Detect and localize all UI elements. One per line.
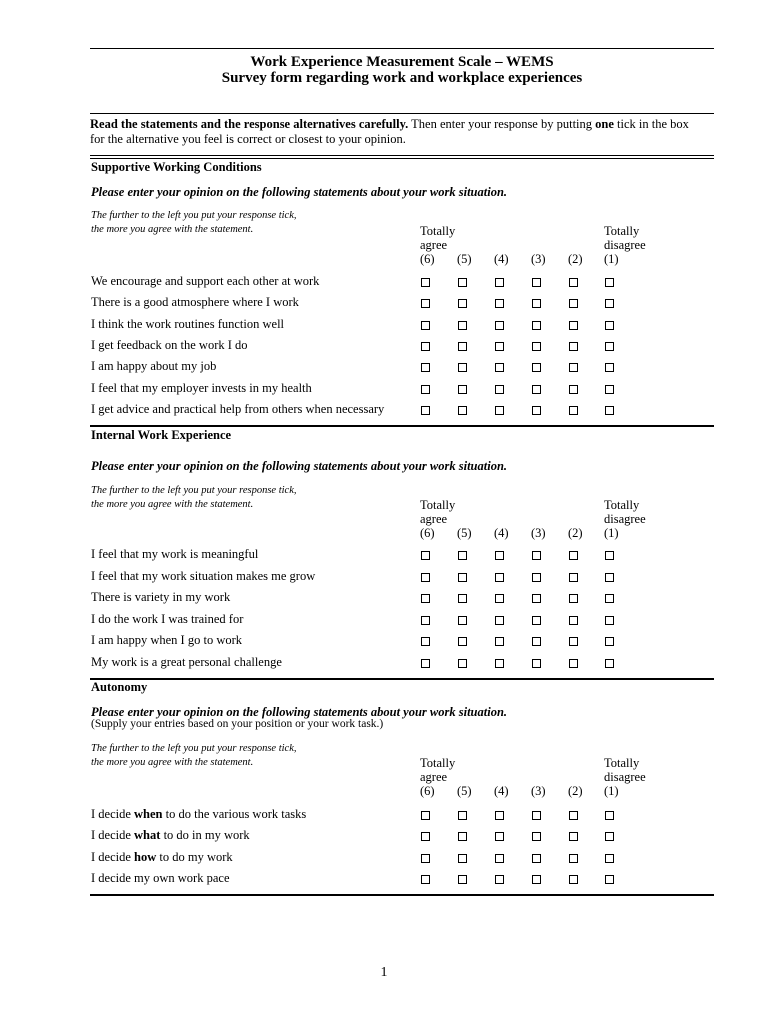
scale-column-number: (3) [531, 784, 546, 798]
instructions-text: Then enter your response by putting [408, 117, 596, 131]
response-checkbox[interactable] [532, 854, 541, 863]
response-checkbox[interactable] [569, 573, 578, 582]
instructions [90, 117, 720, 147]
response-checkbox[interactable] [605, 573, 614, 582]
statement-label: We encourage and support each other at work [91, 274, 320, 288]
section-divider [90, 678, 714, 680]
section-title: Supportive Working Conditions [91, 160, 262, 174]
response-checkbox[interactable] [458, 573, 467, 582]
section-title: Internal Work Experience [91, 428, 232, 442]
statement-text: to do in my work [160, 828, 250, 842]
response-checkbox[interactable] [421, 321, 430, 330]
response-checkbox[interactable] [569, 616, 578, 625]
response-checkbox[interactable] [495, 573, 504, 582]
response-checkbox[interactable] [458, 875, 467, 884]
statement-label: I feel that my work situation makes me grow [91, 569, 316, 583]
scale-hint: The further to the left you put your response tick, [91, 485, 297, 496]
response-checkbox[interactable] [532, 385, 541, 394]
response-checkbox[interactable] [605, 659, 614, 668]
instructions-line2: for the alternative you feel is correct or closest to your opinion. [90, 132, 406, 146]
response-checkbox[interactable] [605, 406, 614, 415]
response-checkbox[interactable] [569, 278, 578, 287]
response-checkbox[interactable] [458, 342, 467, 351]
response-checkbox[interactable] [421, 573, 430, 582]
statement-label: I feel that my work is meaningful [91, 547, 259, 561]
response-checkbox[interactable] [421, 875, 430, 884]
response-checkbox[interactable] [532, 278, 541, 287]
scale-label-disagree: Totally [604, 224, 640, 238]
response-checkbox[interactable] [569, 832, 578, 841]
response-checkbox[interactable] [532, 363, 541, 372]
response-checkbox[interactable] [495, 299, 504, 308]
scale-label-disagree: Totally [604, 756, 640, 770]
scale-hint: The further to the left you put your response tick, [91, 743, 297, 754]
instructions-bold: Read the statements and the response alternatives carefully. [90, 117, 409, 131]
response-checkbox[interactable] [532, 811, 541, 820]
scale-label-agree: Totally [420, 756, 456, 770]
response-checkbox[interactable] [532, 637, 541, 646]
page-subtitle: Survey form regarding work and workplace experiences [221, 70, 583, 86]
section-divider [90, 425, 714, 427]
scale-column-number: (1) [604, 252, 619, 266]
response-checkbox[interactable] [495, 594, 504, 603]
scale-hint: the more you agree with the statement. [91, 224, 254, 235]
statement-emphasis: what [134, 828, 161, 842]
response-checkbox[interactable] [495, 659, 504, 668]
statement-label [91, 850, 233, 865]
statement-label [91, 871, 230, 886]
response-checkbox[interactable] [569, 406, 578, 415]
statement-label: There is variety in my work [91, 590, 231, 604]
response-checkbox[interactable] [458, 321, 467, 330]
response-checkbox[interactable] [569, 342, 578, 351]
response-checkbox[interactable] [458, 659, 467, 668]
response-checkbox[interactable] [532, 342, 541, 351]
section-title: Autonomy [91, 680, 148, 694]
response-checkbox[interactable] [421, 594, 430, 603]
response-checkbox[interactable] [532, 659, 541, 668]
response-checkbox[interactable] [458, 278, 467, 287]
scale-label-agree: Totally [420, 224, 456, 238]
response-checkbox[interactable] [532, 594, 541, 603]
scale-hint: the more you agree with the statement. [91, 757, 254, 768]
scale-column-number: (2) [568, 526, 583, 540]
response-checkbox[interactable] [532, 406, 541, 415]
scale-hint: The further to the left you put your response tick, [91, 210, 297, 221]
response-checkbox[interactable] [569, 854, 578, 863]
response-checkbox[interactable] [421, 278, 430, 287]
scale-label-agree: Totally [420, 498, 456, 512]
scale-column-number: (2) [568, 784, 583, 798]
response-checkbox[interactable] [532, 321, 541, 330]
response-checkbox[interactable] [421, 637, 430, 646]
response-checkbox[interactable] [421, 551, 430, 560]
scale-label-disagree: disagree [604, 238, 646, 252]
response-checkbox[interactable] [421, 616, 430, 625]
response-checkbox[interactable] [495, 875, 504, 884]
response-checkbox[interactable] [532, 551, 541, 560]
scale-hint: the more you agree with the statement. [91, 499, 254, 510]
response-checkbox[interactable] [569, 594, 578, 603]
response-checkbox[interactable] [421, 659, 430, 668]
response-checkbox[interactable] [495, 832, 504, 841]
statement-text: I decide my own work pace [91, 871, 230, 885]
instructions-top-rule [90, 113, 714, 114]
response-checkbox[interactable] [569, 875, 578, 884]
statement-label: My work is a great personal challenge [91, 655, 282, 669]
scale-column-number: (5) [457, 784, 472, 798]
response-checkbox[interactable] [495, 811, 504, 820]
response-checkbox[interactable] [421, 342, 430, 351]
response-checkbox[interactable] [458, 406, 467, 415]
response-checkbox[interactable] [569, 321, 578, 330]
scale-label-agree: agree [420, 238, 448, 252]
statement-text: I decide [91, 807, 135, 821]
response-checkbox[interactable] [605, 637, 614, 646]
response-checkbox[interactable] [569, 659, 578, 668]
response-checkbox[interactable] [495, 363, 504, 372]
statement-label: I get feedback on the work I do [91, 338, 248, 352]
response-checkbox[interactable] [421, 811, 430, 820]
scale-column-number: (2) [568, 252, 583, 266]
statement-label: I am happy about my job [91, 359, 217, 373]
response-checkbox[interactable] [421, 385, 430, 394]
scale-label-agree: agree [420, 512, 448, 526]
response-checkbox[interactable] [495, 385, 504, 394]
statement-emphasis: how [134, 850, 157, 864]
scale-label-disagree: Totally [604, 498, 640, 512]
response-checkbox[interactable] [605, 551, 614, 560]
scale-column-number: (3) [531, 526, 546, 540]
statement-label: There is a good atmosphere where I work [91, 295, 299, 309]
scale-column-number: (4) [494, 252, 509, 266]
response-checkbox[interactable] [605, 278, 614, 287]
scale-column-number: (1) [604, 526, 619, 540]
response-checkbox[interactable] [605, 854, 614, 863]
response-checkbox[interactable] [532, 616, 541, 625]
response-checkbox[interactable] [569, 551, 578, 560]
instructions-text-end: tick in the box [613, 117, 689, 131]
response-checkbox[interactable] [495, 616, 504, 625]
scale-column-number: (6) [420, 784, 435, 798]
response-checkbox[interactable] [458, 385, 467, 394]
response-checkbox[interactable] [458, 832, 467, 841]
response-checkbox[interactable] [421, 299, 430, 308]
statement-text: to do the various work tasks [162, 807, 307, 821]
response-checkbox[interactable] [458, 616, 467, 625]
scale-column-number: (6) [420, 252, 435, 266]
response-checkbox[interactable] [495, 342, 504, 351]
section-prompt: Please enter your opinion on the following statements about your work situation. [91, 185, 508, 199]
response-checkbox[interactable] [495, 278, 504, 287]
response-checkbox[interactable] [532, 299, 541, 308]
scale-label-disagree: disagree [604, 770, 646, 784]
scale-column-number: (1) [604, 784, 619, 798]
response-checkbox[interactable] [458, 299, 467, 308]
response-checkbox[interactable] [532, 573, 541, 582]
response-checkbox[interactable] [569, 299, 578, 308]
response-checkbox[interactable] [605, 594, 614, 603]
scale-column-number: (5) [457, 252, 472, 266]
section-prompt: Please enter your opinion on the following statements about your work situation. [91, 459, 508, 473]
instructions-emphasis: one [595, 117, 614, 131]
statement-label: I get advice and practical help from others when necessary [91, 402, 385, 416]
response-checkbox[interactable] [458, 551, 467, 560]
scale-label-agree: agree [420, 770, 448, 784]
response-checkbox[interactable] [532, 875, 541, 884]
response-checkbox[interactable] [495, 854, 504, 863]
statement-emphasis: when [134, 807, 163, 821]
response-checkbox[interactable] [569, 637, 578, 646]
response-checkbox[interactable] [421, 363, 430, 372]
response-checkbox[interactable] [605, 875, 614, 884]
section-note: (Supply your entries based on your position or your work task.) [91, 718, 384, 730]
scale-column-number: (6) [420, 526, 435, 540]
response-checkbox[interactable] [458, 363, 467, 372]
response-checkbox[interactable] [495, 637, 504, 646]
response-checkbox[interactable] [605, 363, 614, 372]
response-checkbox[interactable] [495, 406, 504, 415]
response-checkbox[interactable] [421, 406, 430, 415]
statement-text: I decide [91, 850, 135, 864]
statement-text: I decide [91, 828, 135, 842]
response-checkbox[interactable] [605, 299, 614, 308]
response-checkbox[interactable] [421, 832, 430, 841]
statement-label: I do the work I was trained for [91, 612, 244, 626]
instructions-bottom-rule-2 [90, 158, 714, 159]
statement-text: to do my work [156, 850, 233, 864]
scale-column-number: (4) [494, 784, 509, 798]
statement-label: I am happy when I go to work [91, 633, 243, 647]
response-checkbox[interactable] [569, 811, 578, 820]
scale-column-number: (4) [494, 526, 509, 540]
response-checkbox[interactable] [605, 832, 614, 841]
response-checkbox[interactable] [421, 854, 430, 863]
response-checkbox[interactable] [458, 854, 467, 863]
response-checkbox[interactable] [532, 832, 541, 841]
statement-label [91, 828, 250, 843]
scale-column-number: (5) [457, 526, 472, 540]
response-checkbox[interactable] [458, 811, 467, 820]
response-checkbox[interactable] [569, 385, 578, 394]
scale-column-number: (3) [531, 252, 546, 266]
response-checkbox[interactable] [495, 551, 504, 560]
response-checkbox[interactable] [458, 594, 467, 603]
response-checkbox[interactable] [605, 385, 614, 394]
statement-label [91, 807, 306, 822]
page-number: 1 [380, 965, 388, 980]
response-checkbox[interactable] [458, 637, 467, 646]
top-rule [90, 48, 714, 49]
instructions-bottom-rule [90, 155, 714, 156]
statement-label: I think the work routines function well [91, 317, 285, 331]
response-checkbox[interactable] [569, 363, 578, 372]
scale-label-disagree: disagree [604, 512, 646, 526]
response-checkbox[interactable] [495, 321, 504, 330]
page-title: Work Experience Measurement Scale – WEMS [250, 54, 554, 70]
statement-label: I feel that my employer invests in my health [91, 381, 312, 395]
response-checkbox[interactable] [605, 321, 614, 330]
response-checkbox[interactable] [605, 342, 614, 351]
section-prompt: Please enter your opinion on the following statements about your work situation. [91, 705, 508, 719]
response-checkbox[interactable] [605, 811, 614, 820]
section-divider [90, 894, 714, 896]
response-checkbox[interactable] [605, 616, 614, 625]
